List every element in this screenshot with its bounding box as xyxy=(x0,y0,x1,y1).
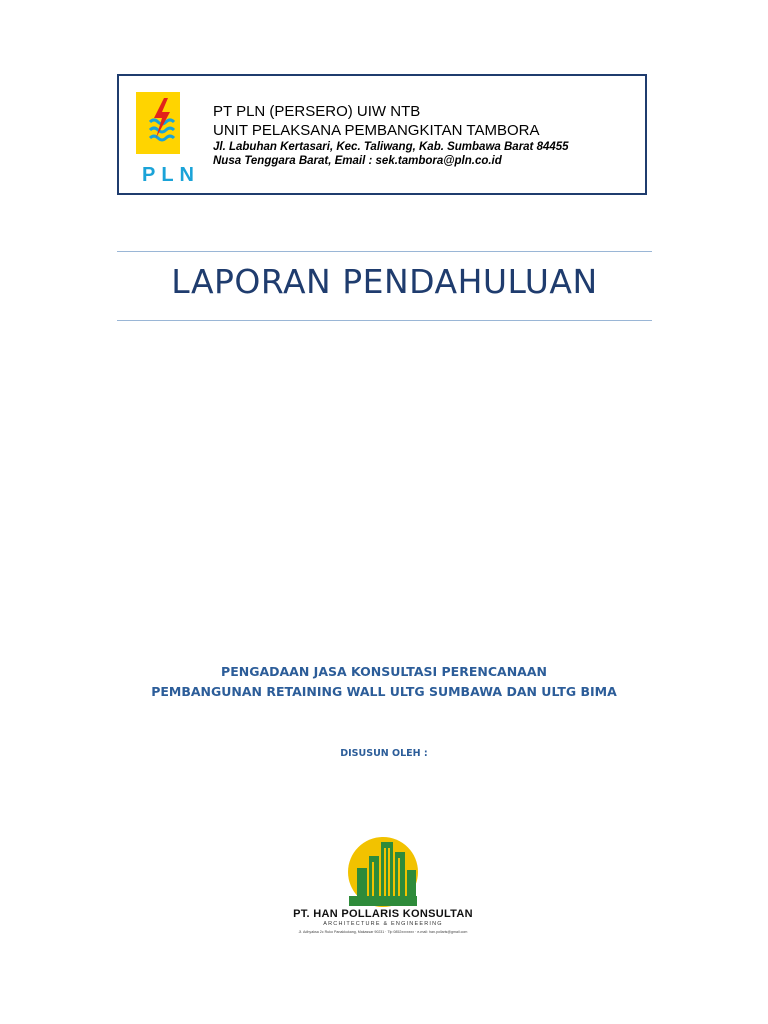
org-address: Jl. Labuhan Kertasari, Kec. Taliwang, Kab. Sumbawa Barat 84455 xyxy=(213,141,569,153)
org-unit: UNIT PELAKSANA PEMBANGKITAN TAMBORA xyxy=(213,122,540,139)
consultant-address: Jl. Adhyaksa 2c Ruko Panakkukang, Makassar 90231 · Tlp 0852xxxxxxx · e-mail: han.pollaris@gmail.com xyxy=(298,930,468,934)
page-title: LAPORAN PENDAHULUAN xyxy=(171,262,598,301)
project-line-1: PENGADAAN JASA KONSULTASI PERENCANAAN xyxy=(221,664,547,679)
letterhead-box xyxy=(117,74,647,195)
org-contact: Nusa Tenggara Barat, Email : sek.tambora@pln.co.id xyxy=(213,155,502,167)
organization-block xyxy=(213,102,569,168)
pln-logo-text: PLN xyxy=(142,164,200,186)
pln-emblem-icon xyxy=(136,92,196,164)
author-label: DISUSUN OLEH : xyxy=(340,748,428,759)
consultant-logo xyxy=(287,836,479,940)
han-pollaris-emblem-icon xyxy=(287,836,479,908)
title-rule-top xyxy=(117,251,652,252)
org-name: PT PLN (PERSERO) UIW NTB xyxy=(213,103,421,120)
consultant-tagline: ARCHITECTURE & ENGINEERING xyxy=(323,921,443,927)
consultant-name: PT. HAN POLLARIS KONSULTAN xyxy=(293,908,473,920)
title-rule-bottom xyxy=(117,320,652,321)
pln-logo xyxy=(136,92,200,186)
project-line-2: PEMBANGUNAN RETAINING WALL ULTG SUMBAWA DAN ULTG BIMA xyxy=(151,684,617,699)
